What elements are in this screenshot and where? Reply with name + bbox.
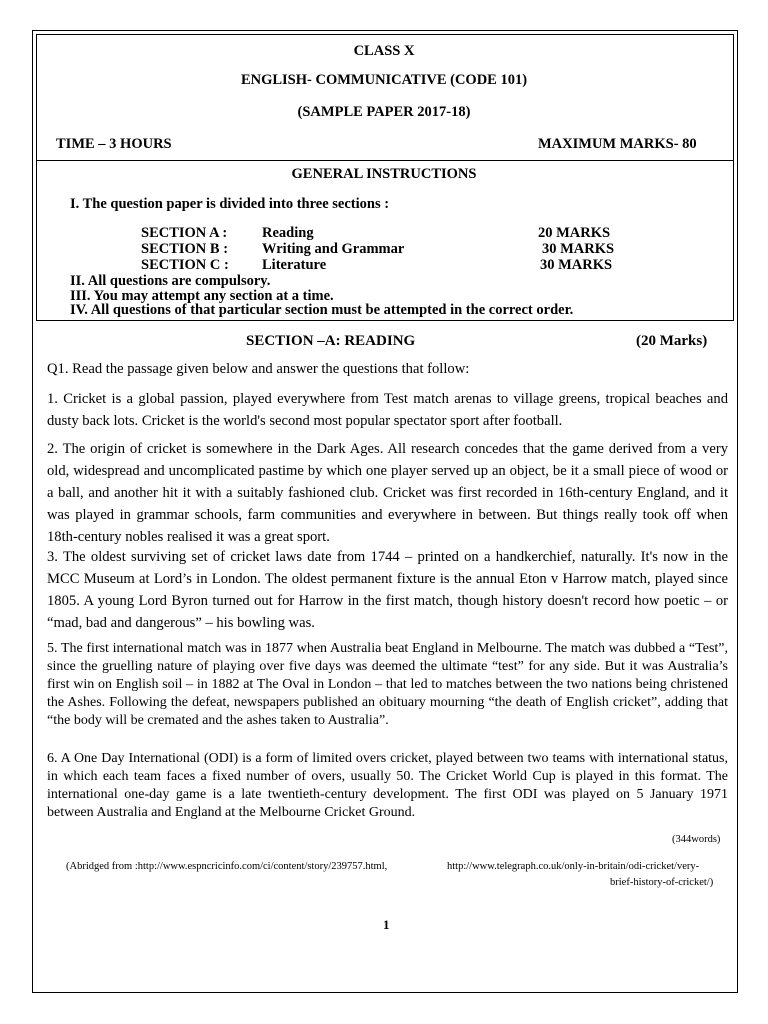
section-c-marks: 30 MARKS [540,257,613,273]
word-count: (344words) [672,834,721,845]
max-marks-label: MAXIMUM MARKS- 80 [538,136,697,152]
passage-paragraph-2: 2. The origin of cricket is somewhere in the Dark Ages. All research concedes that the game derived from a very old, widespread and uncomplicated pastime by which one player served up an object, be it a small piece of wood or a ball, and another hit it with a suitably fashioned club. Cricket was first recorded in 16th-century England, and it was played in grammar schools, farm communities and everywhere in between. But things really took off when 18th-century nobles realised it was a great sport. [47,441,728,545]
source-citation-right-line2: brief-history-of-cricket/) [610,877,714,888]
paper-title: (SAMPLE PAPER 2017-18) [297,104,471,120]
instructions-title: GENERAL INSTRUCTIONS [291,166,477,182]
source-citation-left: (Abridged from :http://www.espncricinfo.com/ci/content/story/239757.html, [66,861,388,872]
instruction-item-1: I. The question paper is divided into three sections : [70,196,390,212]
section-a-name: SECTION A : [141,225,228,241]
question-1: Q1. Read the passage given below and answer the questions that follow: [47,361,470,377]
instruction-item-4: IV. All questions of that particular section must be attempted in the correct order. [70,302,574,318]
section-b-marks: 30 MARKS [542,241,615,257]
source-citation-right-line1: http://www.telegraph.co.uk/only-in-britain/odi-cricket/very- [447,861,700,872]
section-b-name: SECTION B : [141,241,229,257]
instruction-item-2: II. All questions are compulsory. [70,273,271,289]
section-a-marks-heading: (20 Marks) [636,333,708,349]
subject-title: ENGLISH- COMMUNICATIVE (CODE 101) [240,72,528,88]
passage-paragraph-5: 5. The first international match was in 1877 when Australia beat England in Melbourne. The match was dubbed a “Test”, since the gruelling nature of playing over five days was deemed the ultimate “test” for any side. But it was Australia’s first win on English soil – in 1882 at The Oval in London – that led to matches between the two nations being christened the Ashes. Following the defeat, newspapers published an obituary mourning “the death of English cricket”, adding that “the body will be cremated and the ashes taken to Australia”. [47,641,728,728]
section-c-name: SECTION C : [141,257,229,273]
section-a-heading: SECTION –A: READING [246,333,416,349]
section-a-topic: Reading [262,225,314,241]
section-b-topic: Writing and Grammar [262,241,405,257]
time-label: TIME – 3 HOURS [56,136,172,152]
passage-paragraph-3: 3. The oldest surviving set of cricket laws date from 1744 – printed on a handkerchief, naturally. It's now in the MCC Museum at Lord’s in London. The oldest permanent fixture is the annual Eton v Harrow match, played since 1805. A young Lord Byron turned out for Harrow in the first match, though history doesn't record how poetic – or “mad, bad and dangerous” – his bowling was. [47,549,728,631]
passage-paragraph-6: 6. A One Day International (ODI) is a form of limited overs cricket, played between two teams with international status, in which each team faces a fixed number of overs, usually 50. The Cricket World Cup is played in this format. The international one-day game is a late twentieth-century development. The first ODI was played on 5 January 1971 between Australia and England at the Melbourne Cricket Ground. [47,751,728,820]
section-a-marks: 20 MARKS [538,225,611,241]
instruction-item-3: III. You may attempt any section at a time. [70,288,334,304]
section-c-topic: Literature [262,257,327,273]
divider-header [36,160,734,161]
passage-paragraph-1: 1. Cricket is a global passion, played everywhere from Test match arenas to village greens, tropical beaches and dusty back lots. Cricket is the world's second most popular spectator sport after football. [47,391,728,429]
class-title: CLASS X [353,43,415,59]
page-number: 1 [383,917,390,932]
